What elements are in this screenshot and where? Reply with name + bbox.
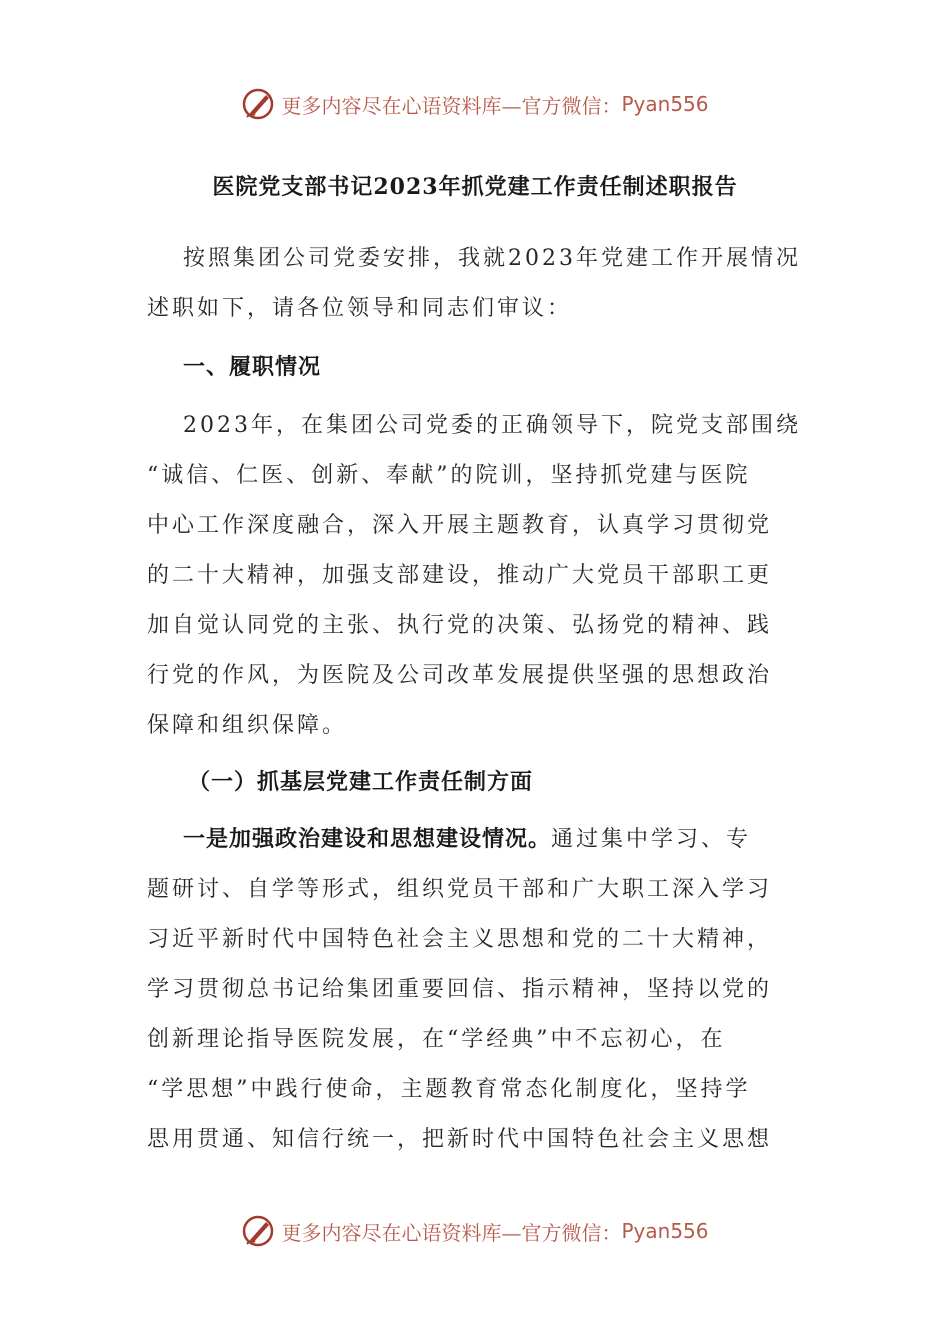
paragraph-line: “诚信、仁医、创新、奉献”的院训，坚持抓党建与医院 bbox=[147, 463, 751, 488]
section-heading: 一、履职情况 bbox=[183, 354, 322, 380]
paragraph-line: 加自觉认同党的主张、执行党的决策、弘扬党的精神、践 bbox=[147, 613, 773, 638]
watermark-banner-top bbox=[0, 84, 950, 124]
watermark-banner-bottom bbox=[0, 1211, 950, 1251]
watermark-wechat-id: Pyan556 bbox=[621, 92, 709, 116]
paragraph-line: 创新理论指导医院发展，在“学经典”中不忘初心，在 bbox=[147, 1027, 726, 1052]
paragraph-line: 的二十大精神，加强支部建设，推动广大党员干部职工更 bbox=[147, 563, 773, 588]
paragraph-line: 保障和组织保障。 bbox=[147, 713, 348, 738]
paragraph-line: 行党的作风，为医院及公司改革发展提供坚强的思想政治 bbox=[147, 663, 773, 688]
watermark-text: 更多内容尽在心语资料库—官方微信： bbox=[281, 1220, 622, 1245]
watermark-wechat-id: Pyan556 bbox=[621, 1219, 709, 1243]
paragraph-line: 2023年，在集团公司党委的正确领导下，院党支部围绕 bbox=[183, 413, 801, 438]
paragraph-line: 学习贯彻总书记给集团重要回信、指示精神，坚持以党的 bbox=[147, 977, 773, 1002]
watermark-text: 更多内容尽在心语资料库—官方微信： bbox=[281, 93, 622, 118]
paragraph-line: 述职如下，请各位领导和同志们审议： bbox=[147, 296, 573, 321]
paragraph-line: 中心工作深度融合，深入开展主题教育，认真学习贯彻党 bbox=[147, 513, 773, 538]
subsection-heading: （一）抓基层党建工作责任制方面 bbox=[188, 769, 534, 795]
paragraph-line: 思用贯通、知信行统一，把新时代中国特色社会主义思想 bbox=[147, 1127, 773, 1152]
paragraph-line: 题研讨、自学等形式，组织党员干部和广大职工深入学习 bbox=[147, 877, 773, 902]
document-title: 医院党支部书记2023年抓党建工作责任制述职报告 bbox=[212, 174, 738, 200]
bold-lead-text: 一是加强政治建设和思想建设情况。 bbox=[183, 826, 552, 852]
paragraph-line: “学思想”中践行使命，主题教育常态化制度化，坚持学 bbox=[147, 1077, 751, 1102]
lead-continuation: 通过集中学习、专 bbox=[551, 827, 752, 852]
paragraph-line: 习近平新时代中国特色社会主义思想和党的二十大精神， bbox=[147, 927, 773, 952]
paragraph-line-with-lead bbox=[183, 822, 751, 853]
paragraph-line: 按照集团公司党委安排，我就2023年党建工作开展情况 bbox=[183, 246, 801, 271]
pen-logo-icon bbox=[241, 86, 277, 122]
pen-logo-icon bbox=[241, 1213, 277, 1249]
